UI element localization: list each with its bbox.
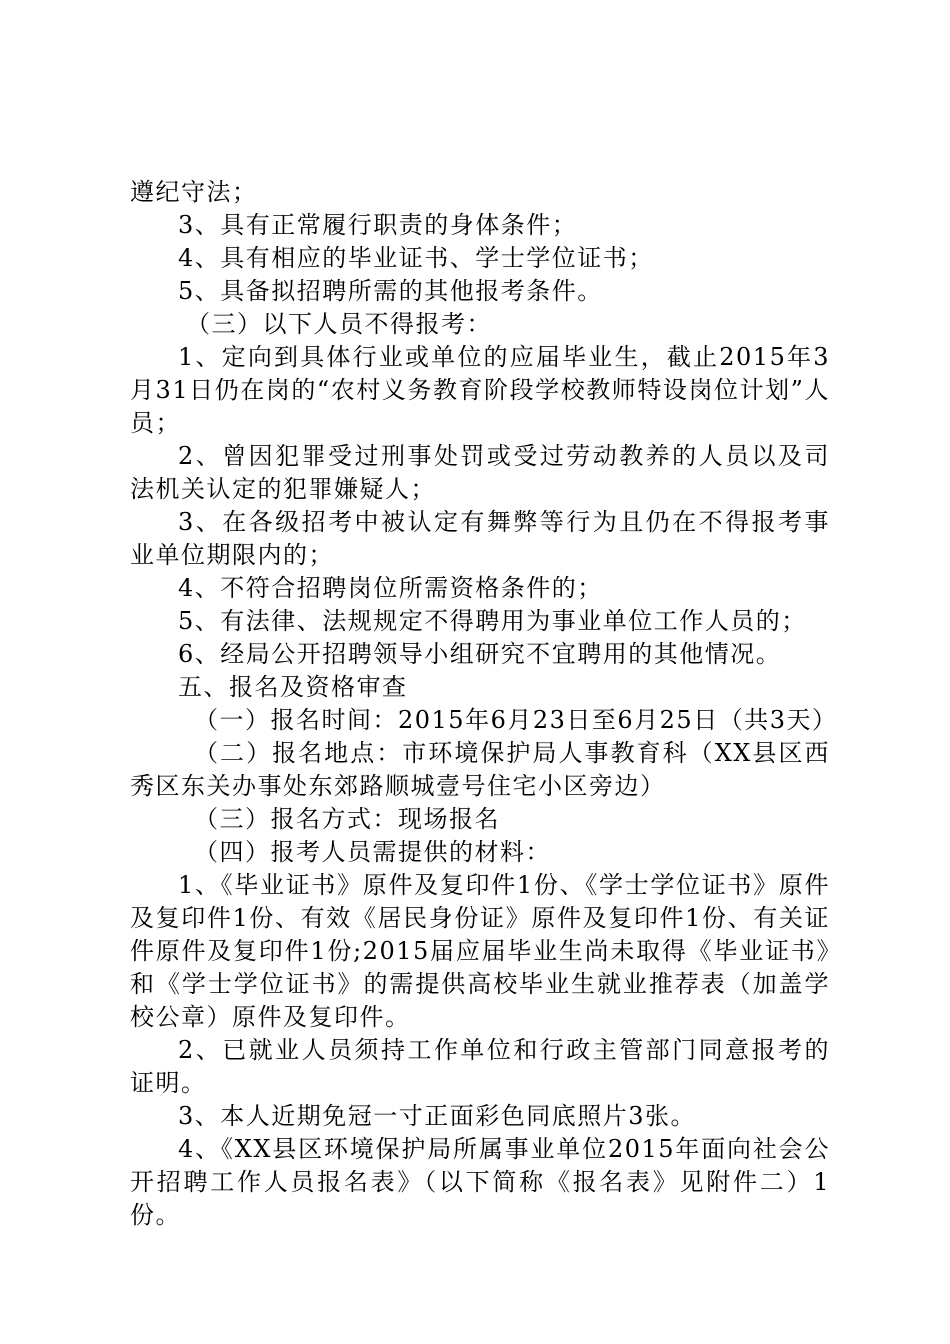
paragraph-excluded-3: 3、在各级招考中被认定有舞弊等行为且仍在不得报考事业单位期限内的； xyxy=(130,508,830,569)
paragraph-materials-heading: （四）报考人员需提供的材料： xyxy=(194,838,551,866)
paragraph-registration-place: （二）报名地点：市环境保护局人事教育科（XX县区西秀区东关办事处东郊路顺城壹号住宅小区旁边） xyxy=(130,739,830,800)
paragraph-condition-5: 5、具备拟招聘所需的其他报考条件。 xyxy=(178,277,603,305)
paragraph-excluded-5: 5、有法律、法规规定不得聘用为事业单位工作人员的； xyxy=(178,607,807,635)
paragraph-materials-4: 4、《XX县区环境保护局所属事业单位2015年面向社会公开招聘工作人员报名表》（以下简称《报名表》见附件二）1份。 xyxy=(130,1135,830,1229)
paragraph-excluded-6: 6、经局公开招聘领导小组研究不宜聘用的其他情况。 xyxy=(178,640,782,668)
paragraph-condition-3: 3、具有正常履行职责的身体条件； xyxy=(178,211,578,239)
paragraph-materials-3: 3、本人近期免冠一寸正面彩色同底照片3张。 xyxy=(178,1102,697,1130)
paragraph-materials-1: 1、《毕业证书》原件及复印件1份、《学士学位证书》原件及复印件1份、有效《居民身份证》原件及复印件1份、有关证件原件及复印件1份;2015届应届毕业生尚未取得《毕业证书》和《学士学位证书》的需提供高校毕业生就业推荐表（加盖学校公章）原件及复印件。 xyxy=(130,871,830,1031)
paragraph-materials-2: 2、已就业人员须持工作单位和行政主管部门同意报考的证明。 xyxy=(130,1036,830,1097)
document-body xyxy=(130,176,838,1232)
paragraph-registration-method: （三）报名方式：现场报名 xyxy=(194,805,500,833)
paragraph-registration-time: （一）报名时间：2015年6月23日至6月25日（共3天） xyxy=(194,706,838,734)
paragraph-excluded-2: 2、曾因犯罪受过刑事处罚或受过劳动教养的人员以及司法机关认定的犯罪嫌疑人； xyxy=(130,442,830,503)
paragraph-continued: 遵纪守法； xyxy=(130,178,258,206)
paragraph-excluded-1: 1、定向到具体行业或单位的应届毕业生，截止2015年3月31日仍在岗的“农村义务教育阶段学校教师特设岗位计划”人员； xyxy=(130,343,830,437)
paragraph-excluded-4: 4、不符合招聘岗位所需资格条件的； xyxy=(178,574,603,602)
section-heading-excluded: （三）以下人员不得报考： xyxy=(186,310,492,338)
paragraph-condition-4: 4、具有相应的毕业证书、学士学位证书； xyxy=(178,244,654,272)
section-heading-registration: 五、报名及资格审查 xyxy=(178,673,408,701)
